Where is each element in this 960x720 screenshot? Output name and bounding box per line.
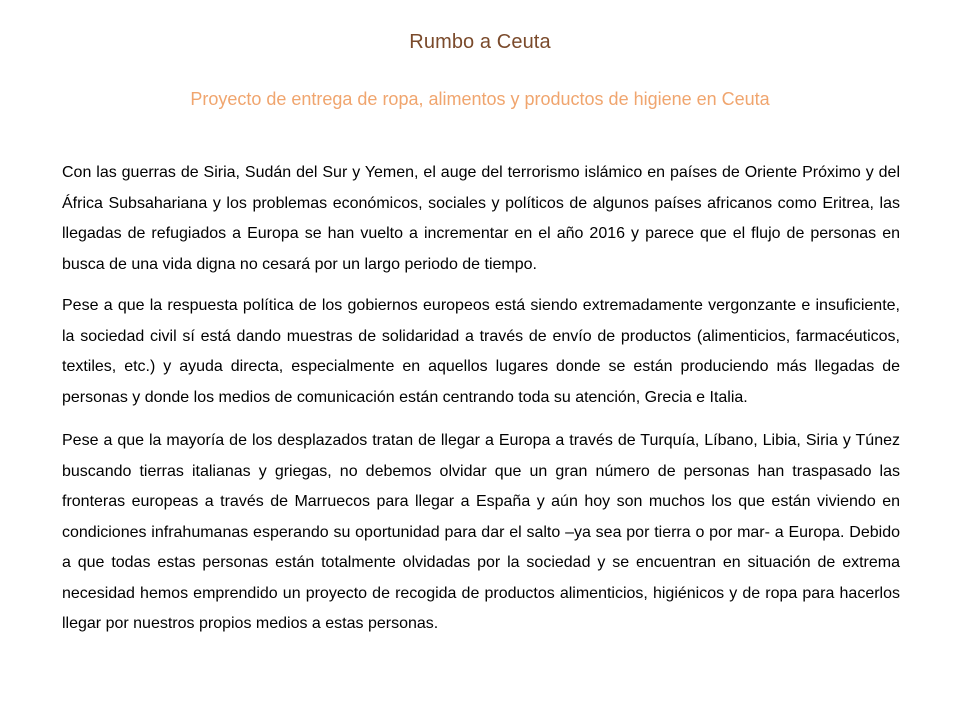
paragraph-1: Con las guerras de Siria, Sudán del Sur y Yemen, el auge del terrorismo islámico en países de Oriente Próximo y del África Subsahariana y los problemas económicos, sociales y políticos de algunos países africanos como Eritrea, las llegadas de refugiados a Europa se han vuelto a incrementar en el año 2016 y parece que el flujo de personas en busca de una vida digna no cesará por un largo periodo de tiempo. xyxy=(62,164,900,273)
paragraph-3: Pese a que la mayoría de los desplazados tratan de llegar a Europa a través de Turquía, Líbano, Libia, Siria y Túnez buscando tierras italianas y griegas, no debemos olvidar que un gran número de personas han traspasado las fronteras europeas a través de Marruecos para llegar a España y aún hoy son muchos los que están viviendo en condiciones infrahumanas esperando su oportunidad para dar el salto –ya sea por tierra o por mar- a Europa. Debido a que todas estas personas están totalmente olvidadas por la sociedad y se encuentran en situación de extrema necesidad hemos emprendido un proyecto de recogida de productos alimenticios, higiénicos y de ropa para hacerlos llegar por nuestros propios medios a estas personas. xyxy=(62,432,900,632)
document-subtitle: Proyecto de entrega de ropa, alimentos y productos de higiene en Ceuta xyxy=(190,89,770,109)
document-title: Rumbo a Ceuta xyxy=(409,31,551,53)
paragraph-2: Pese a que la respuesta política de los gobiernos europeos está siendo extremadamente vergonzante e insuficiente, la sociedad civil sí está dando muestras de solidaridad a través de envío de productos (alimenticios, farmacéuticos, textiles, etc.) y ayuda directa, especialmente en aquellos lugares donde se están produciendo más llegadas de personas y donde los medios de comunicación están centrando toda su atención, Grecia e Italia. xyxy=(62,297,900,406)
